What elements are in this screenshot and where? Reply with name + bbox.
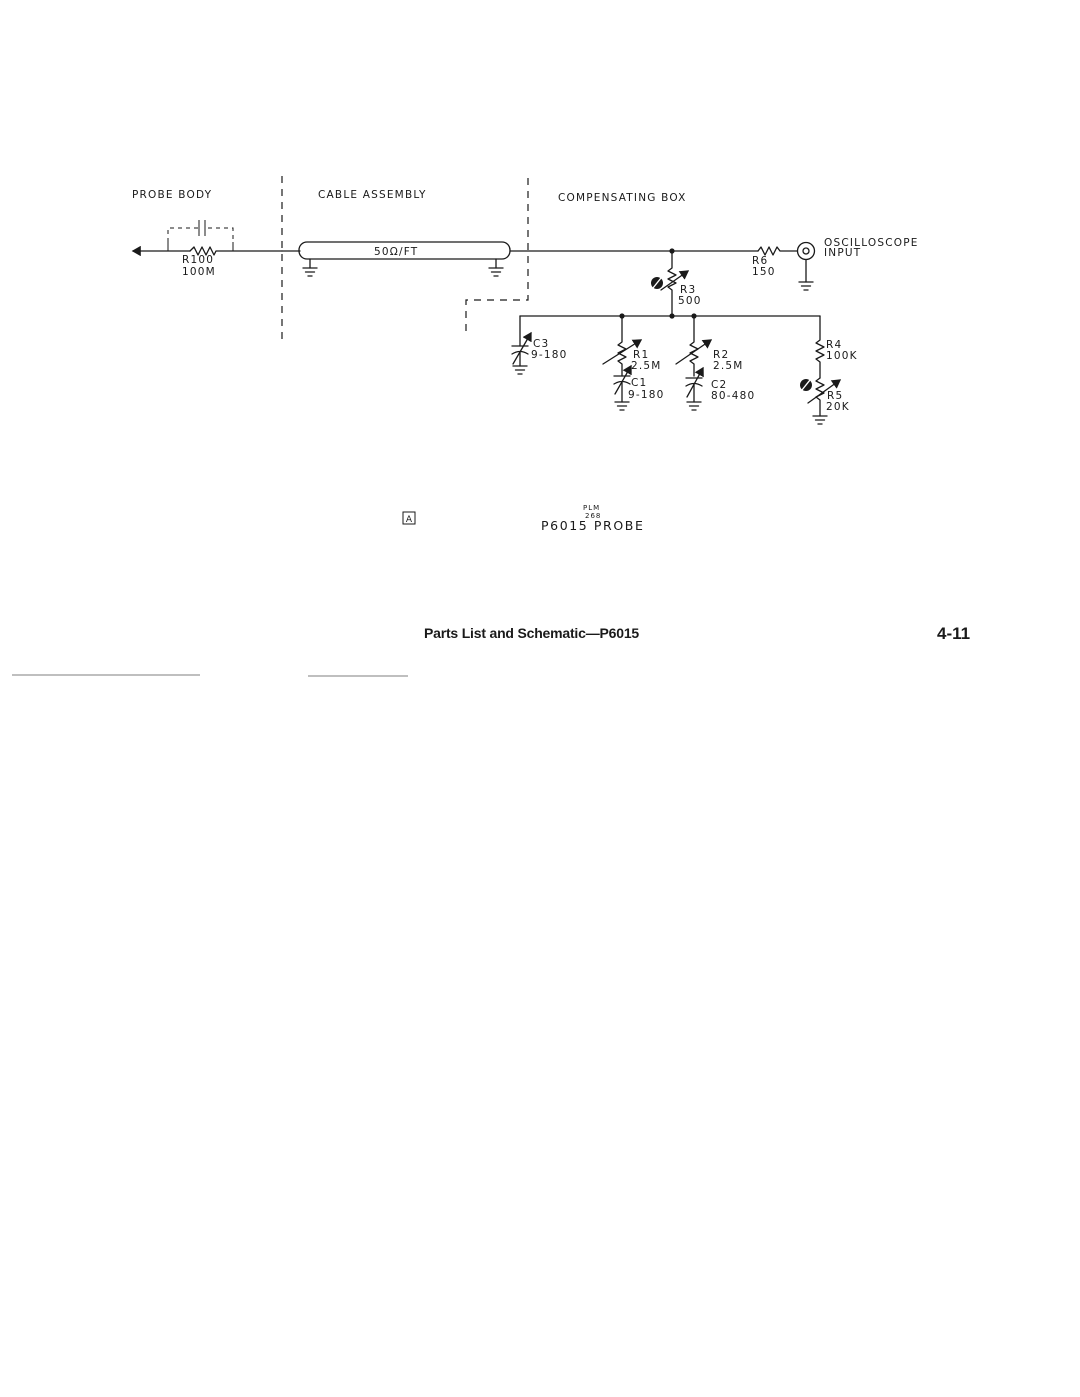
- c2-ref-label: C2: [711, 379, 728, 391]
- cable-impedance-label: 50Ω/FT: [374, 246, 419, 258]
- r100-value-label: 100M: [182, 266, 216, 278]
- r2-adjust-arrow: [676, 340, 711, 364]
- junction-dot: [669, 313, 674, 318]
- r5-ref-label: R5: [827, 390, 844, 402]
- r6-ref-label: R6: [752, 255, 769, 267]
- r1-value-label: 2.5M: [631, 360, 662, 372]
- r3-value-label: 500: [678, 295, 702, 307]
- c1-value-label: 9-180: [628, 389, 665, 401]
- oscilloscope-input-connector-icon: [798, 243, 815, 291]
- ground-icon: [687, 402, 701, 410]
- c2-adjust-arrow: [687, 368, 703, 397]
- r100-parallel-capacitor: [168, 228, 233, 242]
- r2-ref-label: R2: [713, 349, 730, 361]
- r6-value-label: 150: [752, 266, 776, 278]
- revision-marker-letter: A: [405, 515, 413, 525]
- section-label-cable-assembly: CABLE ASSEMBLY: [318, 189, 427, 201]
- r5-value-label: 20K: [826, 401, 850, 413]
- section-label-compensating-box: COMPENSATING BOX: [558, 192, 687, 204]
- c2-value-label: 80-480: [711, 390, 756, 402]
- r3-ref-label: R3: [680, 284, 697, 296]
- plm-code-label: 268: [585, 512, 602, 520]
- r2-value-label: 2.5M: [713, 360, 744, 372]
- schematic-title: P6015 PROBE: [541, 518, 645, 533]
- adjustment-screw-icon: [651, 277, 663, 289]
- page-number: 4-11: [937, 624, 971, 643]
- c1-ref-label: C1: [631, 377, 648, 389]
- r2-resistor: [690, 316, 698, 376]
- r1-resistor: [618, 316, 626, 376]
- c3-ref-label: C3: [533, 338, 550, 350]
- ground-icon: [615, 402, 629, 410]
- oscilloscope-input-label: OSCILLOSCOPE: [824, 237, 919, 249]
- ground-icon: [813, 416, 827, 424]
- section-label-probe-body: PROBE BODY: [132, 189, 213, 201]
- r6-resistor: [758, 247, 797, 255]
- adjustment-screw-icon: [800, 379, 812, 391]
- r100-ref-label: R100: [182, 254, 215, 266]
- plm-label: PLM: [583, 504, 601, 512]
- r4-resistor: [816, 316, 824, 378]
- divider-cable-compensating: [466, 178, 528, 336]
- footer-title: Parts List and Schematic—P6015: [424, 625, 639, 641]
- oscilloscope-input-label-line2: INPUT: [824, 247, 862, 259]
- ground-icon: [513, 366, 527, 374]
- r4-value-label: 100K: [826, 350, 858, 362]
- c3-value-label: 9-180: [531, 349, 568, 361]
- c3-adjust-arrow: [513, 333, 531, 364]
- r4-ref-label: R4: [826, 339, 843, 351]
- ground-icon: [489, 268, 503, 276]
- ground-icon: [303, 268, 317, 276]
- r1-ref-label: R1: [633, 349, 650, 361]
